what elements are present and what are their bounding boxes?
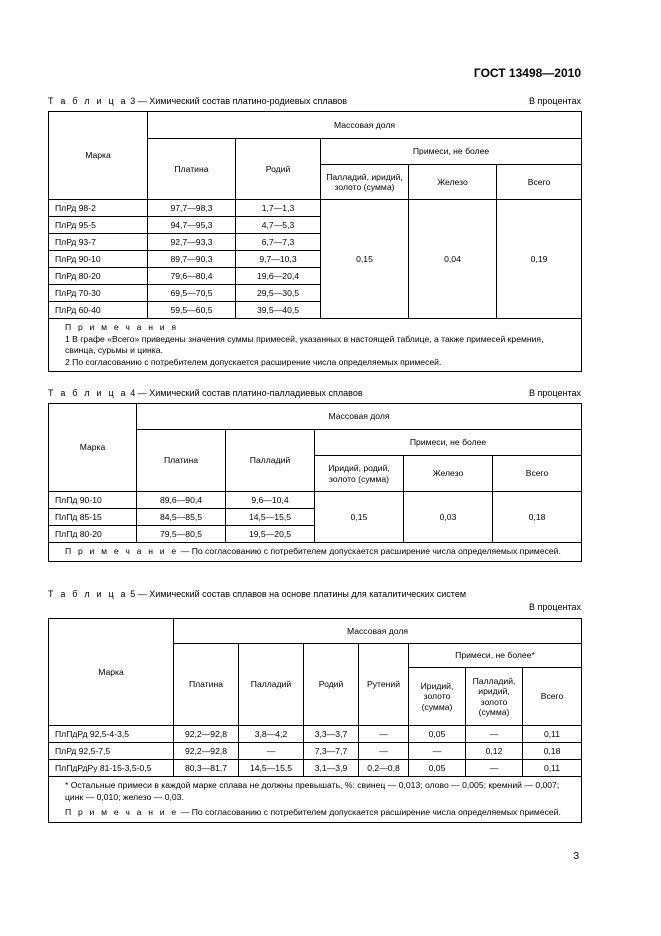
grade-cell: ПлРд 92,5-7,5 [49,743,174,760]
table3-pd-ir-au-value: 0,15 [321,200,409,319]
table3-notes-title: П р и м е ч а н и я [65,322,179,332]
table3-caption-word: Т а б л и ц а [48,96,128,106]
rhodium-cell: 7,3—7,7 [304,743,359,760]
table4-header-palladium: Палладий [226,430,315,492]
table-row [49,726,582,743]
rhodium-cell: 1,7—1,3 [236,200,321,217]
table5-notes-row [49,777,582,823]
table4-header-iron: Железо [404,456,493,492]
platinum-cell: 89,7—90,3 [148,251,236,268]
platinum-cell: 92,7—93,3 [148,234,236,251]
table4-caption [48,388,581,398]
table5-caption-text: 5 — Химический состав сплавов на основе платины для каталитических систем [130,589,467,599]
platinum-cell: 94,7—95,3 [148,217,236,234]
ruthenium-cell: — [359,743,409,760]
table3-total-value: 0,19 [497,200,582,319]
table3-iron-value: 0,04 [409,200,497,319]
table4 [48,403,582,562]
grade-cell: ПлРд 70-30 [49,285,148,302]
grade-cell: ПлПд 80-20 [49,526,137,543]
table4-note-word: П р и м е ч а н и е [65,546,179,556]
table4-caption-word: Т а б л и ц а [48,388,128,398]
total-cell: 0,11 [523,726,582,743]
table3-caption-text: 3 — Химический состав платино-родиевых сплавов [130,96,348,106]
rhodium-cell: 3,1—3,9 [304,760,359,777]
table4-total-value: 0,18 [493,492,582,543]
rhodium-cell: 6,7—7,3 [236,234,321,251]
table5-caption-word: Т а б л и ц а [48,589,128,599]
table5-header-mark: Марка [49,619,174,726]
platinum-cell: 59,5—60,5 [148,302,236,319]
table3-unit: В процентах [529,96,581,106]
table4-note-text: — По согласованию с потребителем допускается расширение числа определяемых примесей. [178,546,561,556]
platinum-cell: 84,5—85,5 [137,509,226,526]
table3-header-mass: Массовая доля [148,112,582,139]
table3-notes [49,319,582,372]
rhodium-cell: 29,5—30,5 [236,285,321,302]
table-row [49,743,582,760]
grade-cell: ПлРд 60-40 [49,302,148,319]
table5-header-platinum: Платина [174,644,239,726]
ir-au-cell: 0,05 [409,760,466,777]
grade-cell: ПлРд 90-10 [49,251,148,268]
table4-header-impurities: Примеси, не более [315,430,582,456]
table-row [49,492,582,509]
table5-header-ruthenium: Рутений [359,644,409,726]
table5-caption [48,589,581,599]
grade-cell: ПлРд 98-2 [49,200,148,217]
table3-header-iron: Железо [409,165,497,200]
grade-cell: ПлРд 93-7 [49,234,148,251]
platinum-cell: 92,2—92,8 [174,743,239,760]
table5-unit: В процентах [529,602,581,612]
table4-note [49,543,582,562]
table3-header-pd-ir-au: Палладий, иридий, золото (сумма) [321,165,409,200]
grade-cell: ПлПд 85-15 [49,509,137,526]
table4-header-mark: Марка [49,404,137,492]
standard-number: ГОСТ 13498—2010 [473,66,581,80]
palladium-cell: 3,8—4,2 [239,726,304,743]
table4-header-platinum: Платина [137,430,226,492]
table5-header-pd-ir-au: Палладий, иридий, золото (сумма) [466,668,523,726]
table3-caption [48,96,581,106]
palladium-cell: 14,5—15,5 [239,760,304,777]
table3-note-1: 1 В графе «Всего» приведены значения суммы примесей, указанных в настоящей таблице, а также примесей кремния, свинца, сурьмы и цинка. [65,333,544,356]
table3-header-rhodium: Родий [236,139,321,200]
table5-header-ir-au: Иридий, золото (сумма) [409,668,466,726]
total-cell: 0,11 [523,760,582,777]
grade-cell: ПлПд 90-10 [49,492,137,509]
table3-header-platinum: Платина [148,139,236,200]
pd-ir-au-cell: — [466,760,523,777]
palladium-cell: 9,6—10,4 [226,492,315,509]
table5-note-word: П р и м е ч а н и е [65,807,179,818]
palladium-cell: — [239,743,304,760]
palladium-cell: 19,5—20,5 [226,526,315,543]
table3-header-impurities: Примеси, не более [321,139,582,165]
table4-header-total: Всего [493,456,582,492]
table4-caption-text: 4 — Химический состав платино-палладиевых сплавов [130,388,363,398]
palladium-cell: 14,5—15,5 [226,509,315,526]
table4-unit: В процентах [529,388,581,398]
table3-header-total: Всего [497,165,582,200]
platinum-cell: 89,6—90,4 [137,492,226,509]
table4-iron-value: 0,03 [404,492,493,543]
platinum-cell: 97,7—98,3 [148,200,236,217]
table5-header-palladium: Палладий [239,644,304,726]
total-cell: 0,18 [523,743,582,760]
table5 [48,618,582,823]
table4-notes-row [49,543,582,562]
table3-header-mark: Марка [49,112,148,200]
table5-footnote: * Остальные примеси в каждой марке сплава не должны превышать, %: свинец — 0,013; олово — 0,005; кремний — 0,007; цинк — 0,010; железо — 0,03. [65,780,560,802]
platinum-cell: 79,5—80,5 [137,526,226,543]
grade-cell: ПлРд 80-20 [49,268,148,285]
table3 [48,111,582,372]
grade-cell: ПлПдРдРу 81-15-3,5-0,5 [49,760,174,777]
pd-ir-au-cell: 0,12 [466,743,523,760]
rhodium-cell: 19,6—20,4 [236,268,321,285]
platinum-cell: 80,3—81,7 [174,760,239,777]
table3-notes-row [49,319,582,372]
rhodium-cell: 39,5—40,5 [236,302,321,319]
table4-ir-rh-au-value: 0,15 [315,492,404,543]
rhodium-cell: 3,3—3,7 [304,726,359,743]
ruthenium-cell: 0,2—0,8 [359,760,409,777]
ir-au-cell: 0,05 [409,726,466,743]
ruthenium-cell: — [359,726,409,743]
table3-note-2: 2 По согласованию с потребителем допускается расширение числа определяемых примесей. [65,356,442,367]
page-number: 3 [573,851,579,862]
table5-notes [49,777,582,823]
platinum-cell: 79,6—80,4 [148,268,236,285]
pd-ir-au-cell: — [466,726,523,743]
grade-cell: ПлПдРд 92,5-4-3,5 [49,726,174,743]
table5-note-text: — По согласованию с потребителем допускается расширение числа определяемых примесей. [178,807,561,818]
table5-header-total: Всего [523,668,582,726]
platinum-cell: 92,2—92,8 [174,726,239,743]
table-row [49,200,582,217]
table4-header-ir-rh-au: Иридий, родий, золото (сумма) [315,456,404,492]
table4-header-mass: Массовая доля [137,404,582,430]
rhodium-cell: 4,7—5,3 [236,217,321,234]
grade-cell: ПлРд 95-5 [49,217,148,234]
table5-header-rhodium: Родий [304,644,359,726]
table-row [49,760,582,777]
table5-header-impurities: Примеси, не более* [409,644,582,668]
ir-au-cell: — [409,743,466,760]
platinum-cell: 69,5—70,5 [148,285,236,302]
table5-header-mass: Массовая доля [174,619,582,644]
rhodium-cell: 9,7—10,3 [236,251,321,268]
